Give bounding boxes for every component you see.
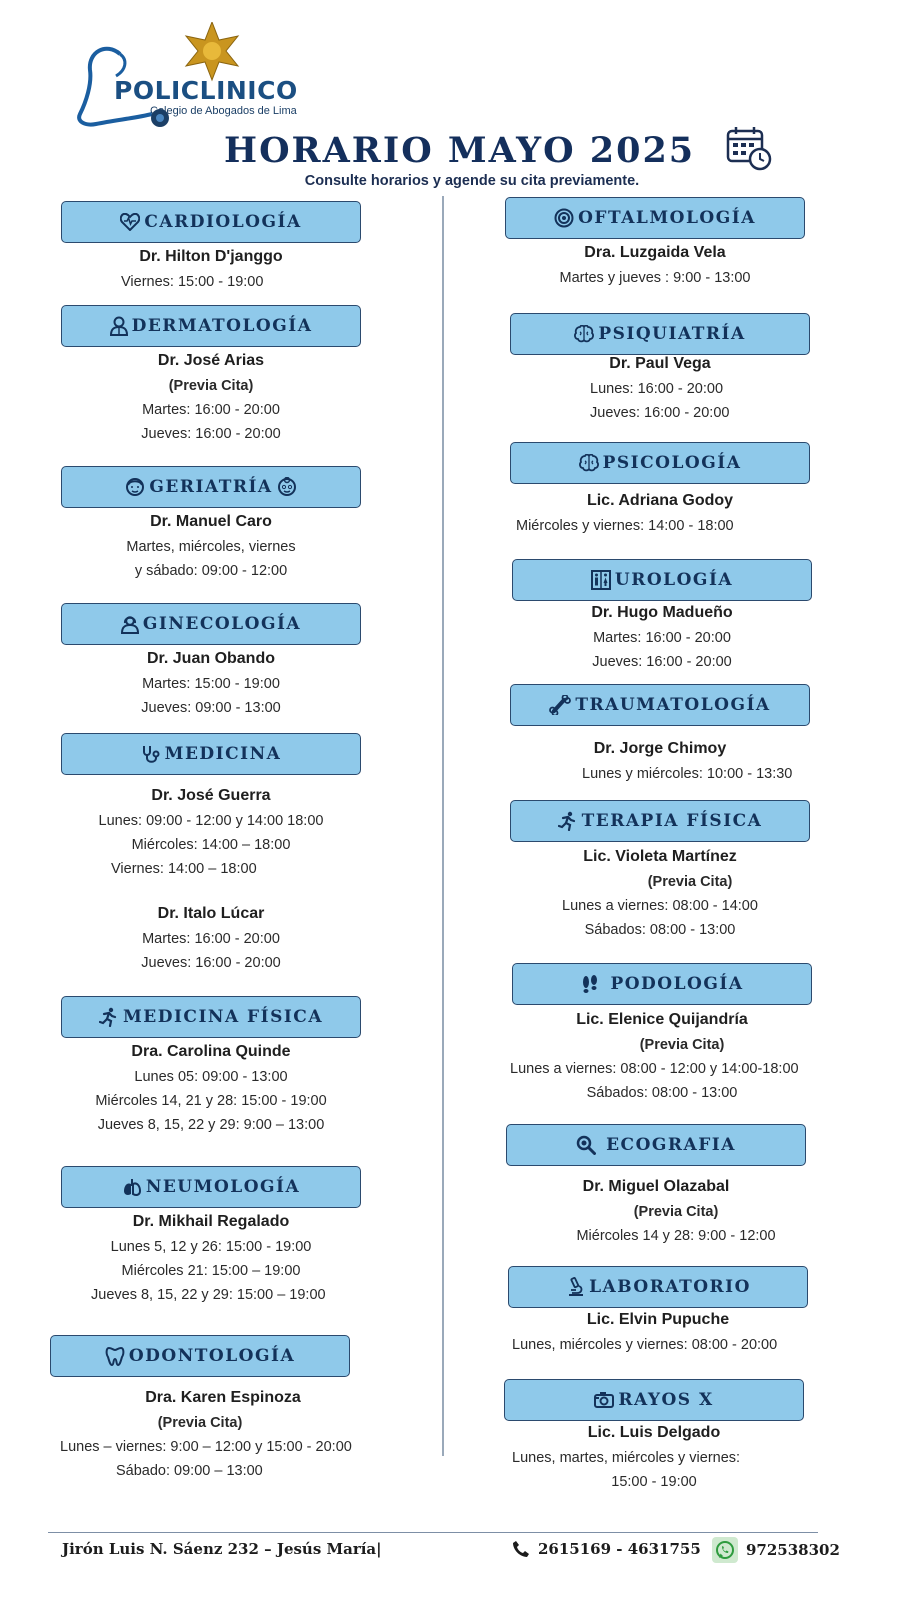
schedule-line: Martes: 16:00 - 20:00 — [142, 402, 280, 418]
schedule-line: Lunes, martes, miércoles y viernes: — [512, 1450, 741, 1466]
policlinico-logo — [76, 22, 336, 134]
doctor-name: Dr. Mikhail Regalado — [132, 1213, 290, 1230]
bone-icon — [549, 695, 571, 715]
section-header — [510, 442, 810, 484]
magnifier-icon — [576, 1135, 596, 1155]
schedule-line: Miércoles: 14:00 – 18:00 — [131, 837, 291, 853]
doctor-name: Dr. José Guerra — [151, 787, 271, 804]
section-header — [61, 1166, 361, 1208]
schedule-line: Jueves: 16:00 - 20:00 — [590, 405, 730, 421]
section-header — [61, 466, 361, 508]
section-title: ECOGRAFIA — [606, 1135, 736, 1155]
section-header — [61, 201, 361, 243]
calendar-clock-icon — [726, 125, 772, 171]
footer-address: Jirón Luis N. Sáenz 232 – Jesús María| — [62, 1540, 382, 1558]
section-title: CARDIOLOGÍA — [144, 212, 302, 232]
whatsapp-icon — [712, 1537, 738, 1563]
section-medicina — [61, 733, 391, 971]
section-title: UROLOGÍA — [614, 570, 734, 590]
doctor-name: Dr. Juan Obando — [146, 650, 275, 667]
section-neumologia — [61, 1166, 391, 1303]
doctor-name: Dr. Jorge Chimoy — [593, 740, 727, 757]
section-header — [510, 800, 810, 842]
schedule-line: Lunes: 16:00 - 20:00 — [590, 381, 724, 397]
section-laboratorio — [508, 1266, 838, 1353]
section-title: PODOLOGÍA — [610, 974, 744, 994]
page-title: HORARIO MAYO 2025 — [224, 130, 696, 171]
section-oftalmologia — [505, 197, 835, 286]
brain-icon — [579, 454, 599, 472]
schedule-line: Viernes: 14:00 – 18:00 — [111, 861, 257, 877]
stethoscope-icon — [141, 744, 161, 764]
schedule-line: Martes: 16:00 - 20:00 — [142, 931, 280, 947]
doctor-name: Lic. Elenice Quijandría — [576, 1011, 748, 1028]
section-dermatologia — [61, 305, 391, 442]
section-title: TERAPIA FÍSICA — [581, 811, 763, 831]
footer-divider — [48, 1532, 818, 1533]
running-icon — [558, 811, 578, 831]
doctor-name: Lic. Luis Delgado — [587, 1424, 721, 1441]
doctor-name: Dr. Italo Lúcar — [157, 905, 265, 922]
schedule-line: Lunes a viernes: 08:00 - 14:00 — [562, 898, 758, 914]
schedule-line: Miércoles 14, 21 y 28: 15:00 - 19:00 — [95, 1093, 327, 1109]
section-title: ODONTOLOGÍA — [128, 1346, 296, 1366]
elderly-man-icon — [125, 477, 145, 497]
schedule-line: Lunes, miércoles y viernes: 08:00 - 20:00 — [512, 1337, 778, 1353]
female-doctor-icon — [121, 614, 139, 634]
section-title: MEDICINA — [164, 744, 282, 764]
schedule-line: Lunes – viernes: 9:00 – 12:00 y 15:00 - 20:00 — [60, 1439, 352, 1455]
schedule-line: Lunes 05: 09:00 - 13:00 — [134, 1069, 288, 1085]
section-header — [512, 559, 812, 601]
doctor-name: Dr. Hilton D'janggo — [139, 248, 283, 265]
doctor-name: Dr. Miguel Olazabal — [582, 1178, 730, 1195]
section-header — [510, 684, 810, 726]
schedule-line: Sábado: 09:00 – 13:00 — [116, 1463, 263, 1479]
section-header — [510, 313, 810, 355]
section-medicina-fisica — [61, 996, 391, 1133]
running-icon — [99, 1007, 119, 1027]
schedule-line: Lunes y miércoles: 10:00 - 13:30 — [582, 766, 793, 782]
section-title: PSICOLOGÍA — [602, 453, 742, 473]
doctor-name: Dr. Manuel Caro — [150, 513, 272, 530]
section-title: RAYOS X — [618, 1390, 714, 1410]
section-psiquiatria — [510, 313, 840, 421]
section-title: MEDICINA FÍSICA — [122, 1007, 324, 1027]
section-ginecologia — [61, 603, 391, 716]
section-terapia-fisica — [510, 800, 840, 938]
section-psicologia — [510, 442, 840, 534]
appointment-note: (Previa Cita) — [639, 1037, 725, 1053]
section-header — [61, 603, 361, 645]
section-rayos-x — [504, 1379, 834, 1490]
section-header — [61, 733, 361, 775]
doctor-name: Dra. Karen Espinoza — [145, 1389, 301, 1406]
section-header — [506, 1124, 806, 1166]
schedule-line: y sábado: 09:00 - 12:00 — [134, 563, 288, 579]
schedule-line: Jueves: 16:00 - 20:00 — [592, 654, 732, 670]
schedule-line: Martes: 15:00 - 19:00 — [142, 676, 280, 692]
appointment-note: (Previa Cita) — [633, 1204, 719, 1220]
schedule-line: Miércoles 14 y 28: 9:00 - 12:00 — [576, 1228, 776, 1244]
section-title: GERIATRÍA — [149, 477, 273, 497]
brand-subtitle: Colegio de Abogados de Lima — [150, 105, 297, 117]
section-title: LABORATORIO — [589, 1277, 751, 1297]
schedule-line: Miércoles 21: 15:00 – 19:00 — [121, 1263, 301, 1279]
section-podologia — [512, 963, 842, 1101]
section-header — [50, 1335, 350, 1377]
column-divider — [442, 196, 444, 1456]
section-geriatria — [61, 466, 391, 579]
phone-icon — [512, 1540, 530, 1558]
section-ecografia — [506, 1124, 836, 1244]
schedule-line: Miércoles y viernes: 14:00 - 18:00 — [516, 518, 734, 534]
schedule-line: Jueves 8, 15, 22 y 29: 15:00 – 19:00 — [91, 1287, 326, 1303]
brand-name: POLICLINICO — [114, 76, 298, 105]
doctor-icon — [110, 316, 128, 336]
whatsapp-number[interactable]: 972538302 — [746, 1541, 840, 1559]
schedule-line: Lunes a viernes: 08:00 - 12:00 y 14:00-18:00 — [510, 1061, 799, 1077]
doctor-name: Dr. Paul Vega — [609, 355, 711, 372]
section-header — [504, 1379, 804, 1421]
schedule-line: Martes: 16:00 - 20:00 — [593, 630, 731, 646]
microscope-icon — [565, 1277, 585, 1297]
camera-icon — [594, 1391, 614, 1409]
appointment-note: (Previa Cita) — [647, 874, 733, 890]
section-title: OFTALMOLOGÍA — [578, 208, 756, 228]
schedule-line: Sábados: 08:00 - 13:00 — [586, 1085, 738, 1101]
doctor-name: Lic. Adriana Godoy — [586, 492, 734, 509]
restroom-icon — [591, 570, 611, 590]
section-title: GINECOLOGÍA — [142, 614, 302, 634]
appointment-note: (Previa Cita) — [157, 1415, 243, 1431]
section-header — [61, 305, 361, 347]
section-title: PSIQUIATRÍA — [598, 324, 746, 344]
schedule-line: Lunes: 09:00 - 12:00 y 14:00 18:00 — [98, 813, 324, 829]
section-title: NEUMOLOGÍA — [145, 1177, 301, 1197]
schedule-line: Sábados: 08:00 - 13:00 — [584, 922, 736, 938]
section-urologia — [512, 559, 842, 670]
section-odontologia — [50, 1335, 380, 1479]
schedule-line: Martes y jueves : 9:00 - 13:00 — [559, 270, 751, 286]
footer-phones — [512, 1540, 701, 1558]
brain-icon — [574, 325, 594, 343]
section-header — [508, 1266, 808, 1308]
section-cardiologia — [61, 201, 391, 290]
schedule-line: Lunes 5, 12 y 26: 15:00 - 19:00 — [110, 1239, 312, 1255]
doctor-name: Dr. José Arias — [157, 352, 265, 369]
doctor-name: Lic. Violeta Martínez — [583, 848, 737, 865]
footprints-icon — [580, 974, 600, 994]
doctor-name: Lic. Elvin Pupuche — [586, 1311, 730, 1328]
phone-numbers[interactable]: 2615169 - 4631755 — [538, 1540, 701, 1558]
section-header — [512, 963, 812, 1005]
schedule-line: 15:00 - 19:00 — [611, 1474, 697, 1490]
schedule-line: Jueves: 16:00 - 20:00 — [141, 426, 281, 442]
heart-icon — [120, 213, 140, 231]
eye-icon — [554, 208, 574, 228]
footer-whatsapp — [712, 1537, 840, 1563]
schedule-line: Jueves: 09:00 - 13:00 — [141, 700, 281, 716]
schedule-line: Jueves: 16:00 - 20:00 — [141, 955, 281, 971]
section-header — [61, 996, 361, 1038]
section-traumatologia — [510, 684, 840, 782]
doctor-name: Dra. Carolina Quinde — [131, 1043, 291, 1060]
lungs-icon — [122, 1177, 142, 1197]
appointment-note: (Previa Cita) — [168, 378, 254, 394]
section-header — [505, 197, 805, 239]
doctor-name: Dr. Hugo Madueño — [591, 604, 733, 621]
elderly-woman-icon — [277, 477, 297, 497]
tooth-icon — [105, 1346, 125, 1366]
schedule-line: Viernes: 15:00 - 19:00 — [121, 274, 264, 290]
page-subtitle: Consulte horarios y agende su cita previamente. — [304, 173, 640, 189]
doctor-name: Dra. Luzgaida Vela — [584, 244, 726, 261]
schedule-line: Martes, miércoles, viernes — [126, 539, 296, 555]
section-title: DERMATOLOGÍA — [131, 316, 313, 336]
section-title: TRAUMATOLOGÍA — [575, 695, 771, 715]
schedule-line: Jueves 8, 15, 22 y 29: 9:00 – 13:00 — [97, 1117, 325, 1133]
